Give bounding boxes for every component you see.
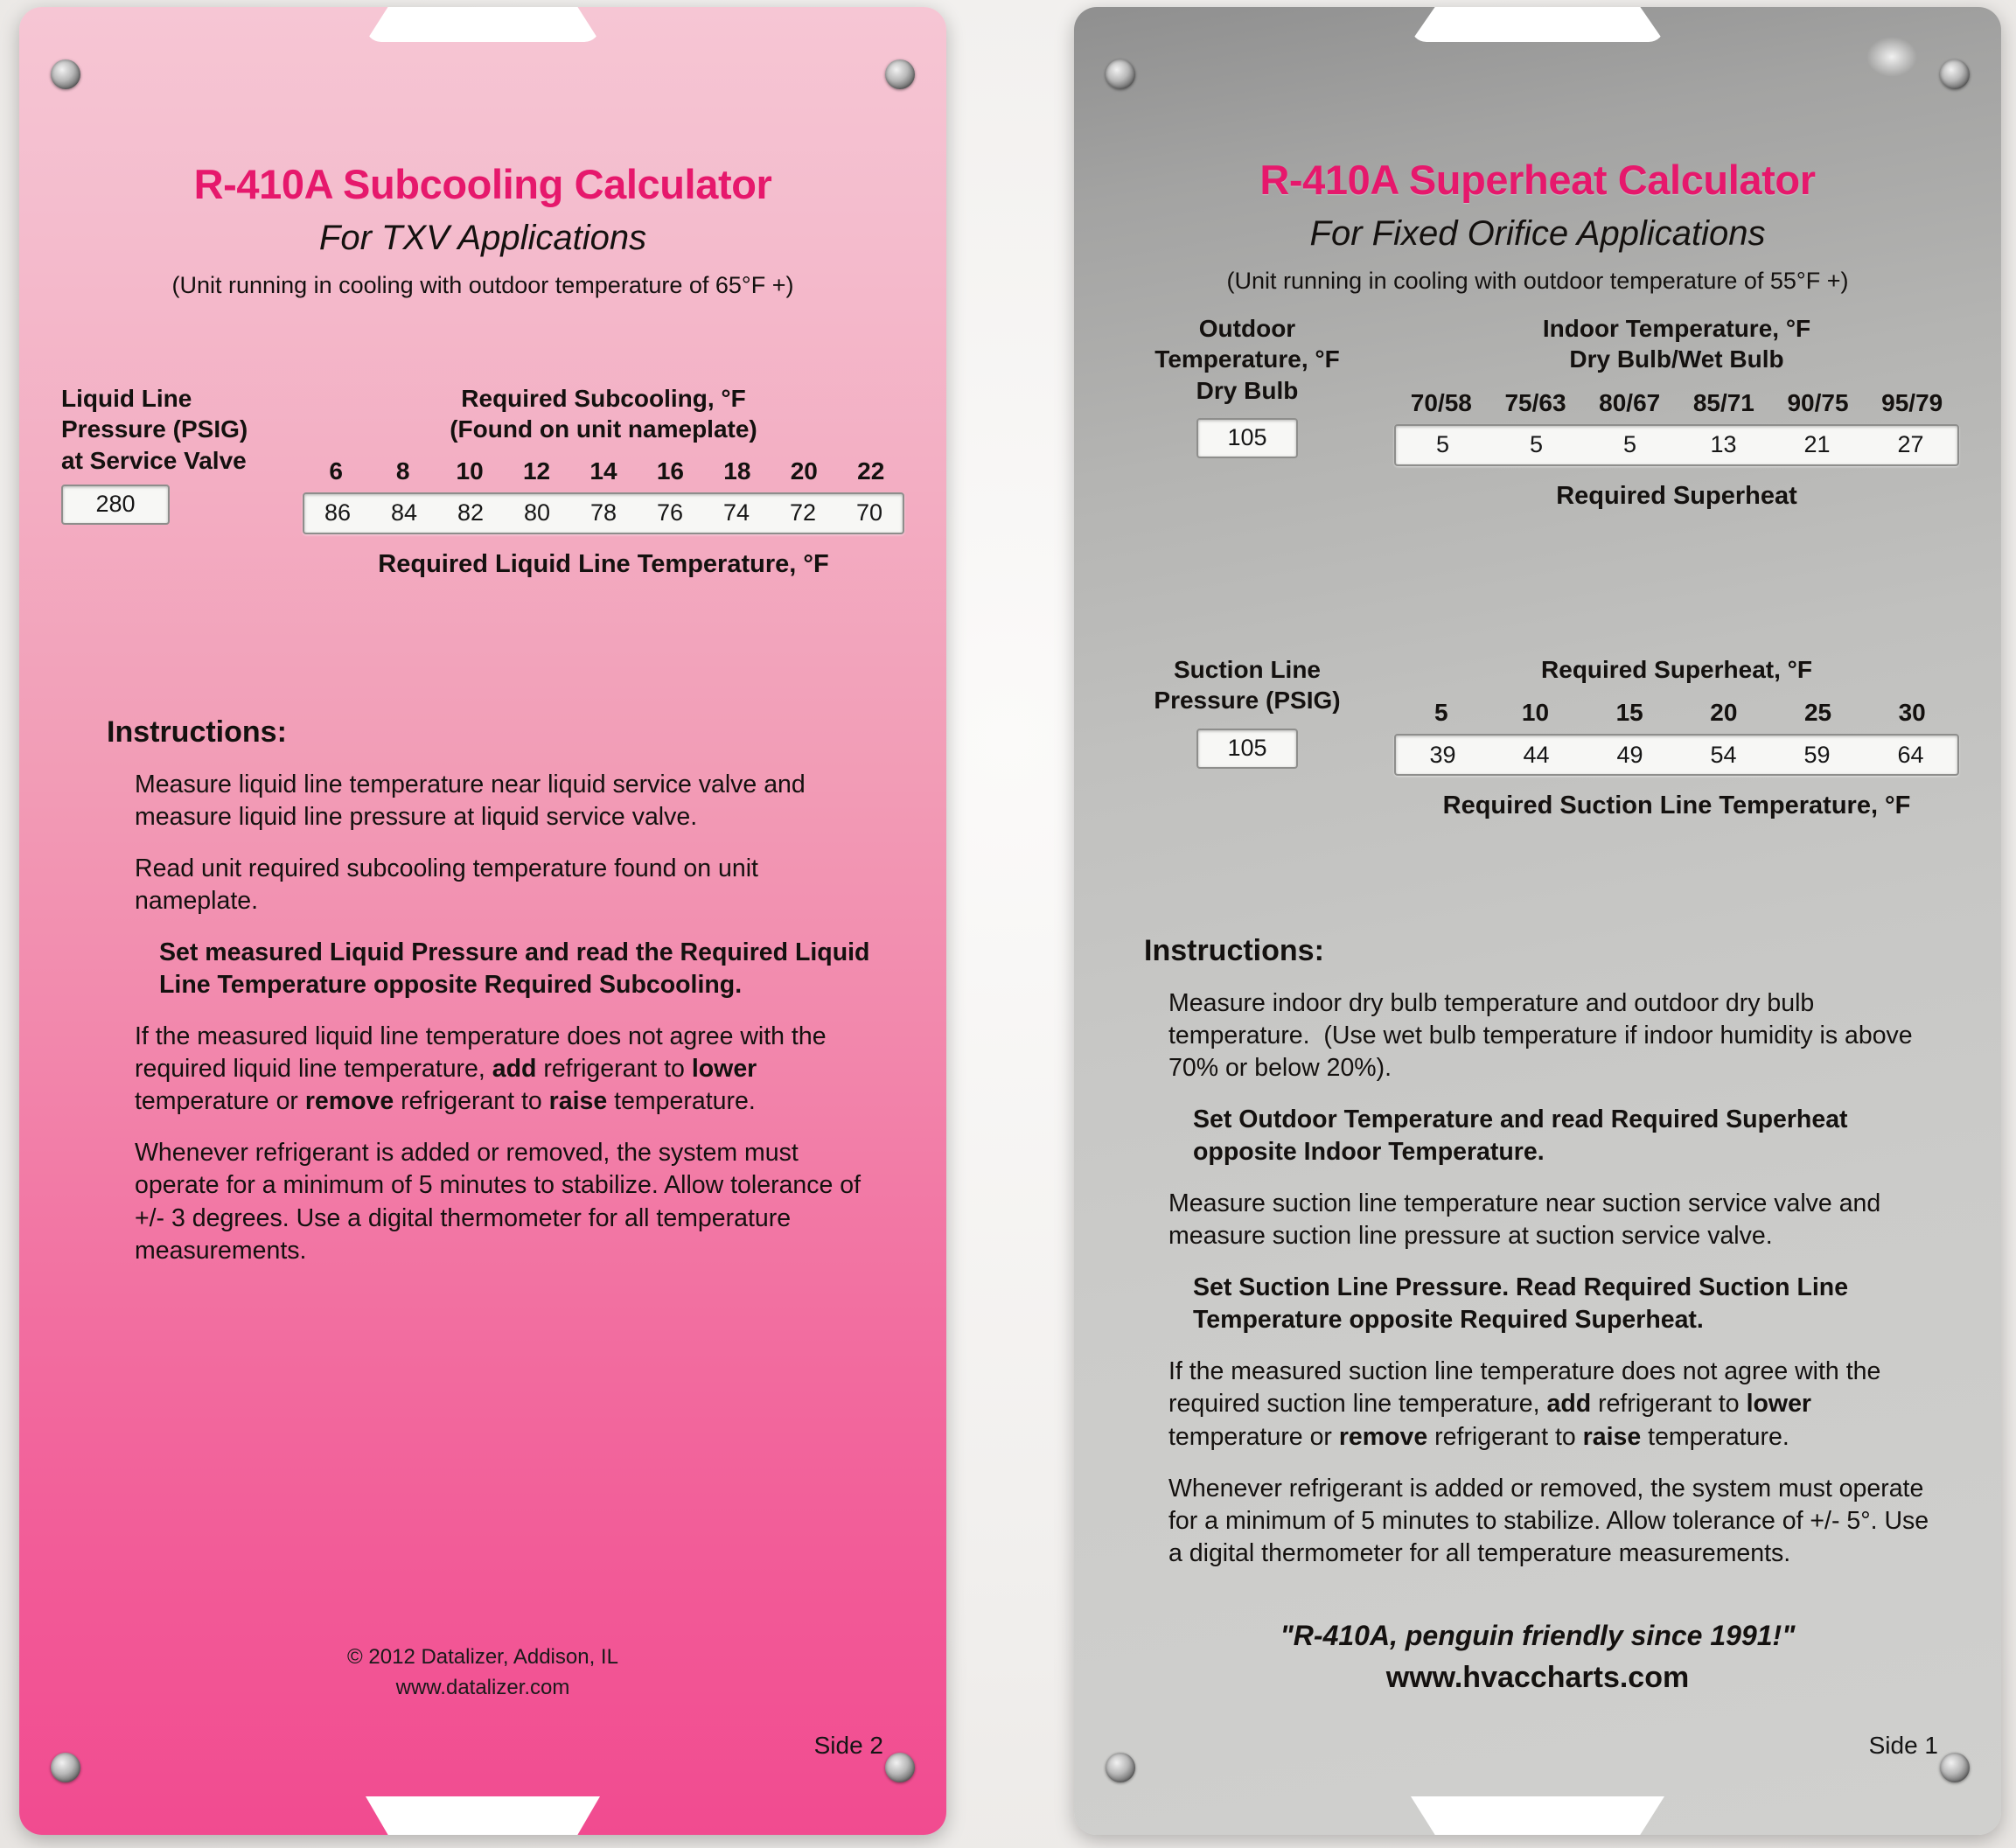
instruction-paragraph-emphasis: Set Outdoor Temperature and read Required Superheat opposite Indoor Temperature. xyxy=(1193,1105,1848,1167)
rivet-bottom-left xyxy=(51,1753,80,1782)
suction-line-label-2: Pressure (PSIG) xyxy=(1154,687,1341,715)
required-superheat-cell: 13 xyxy=(1710,431,1737,458)
rivet-top-left xyxy=(51,59,80,89)
subcooling-header-cell: 20 xyxy=(790,457,818,485)
instruction-paragraph-emphasis: Set Suction Line Pressure. Read Required Suction Line Temperature opposite Required Superheat. xyxy=(1193,1273,1849,1335)
superheat-header-cell: 15 xyxy=(1615,699,1643,727)
subcooling-header-cell: 22 xyxy=(857,457,885,485)
indoor-temp-label-2: Dry Bulb/Wet Bulb xyxy=(1569,345,1784,373)
liquid-line-pressure-label-1: Liquid Line xyxy=(61,385,192,412)
outdoor-temp-label-2: Temperature, °F xyxy=(1154,345,1340,373)
slider-notch-top xyxy=(366,7,600,42)
superheat-calculator-card[interactable] xyxy=(1074,7,2001,1835)
rivet-bottom-right xyxy=(1940,1753,1970,1782)
suction-line-temp-cell: 59 xyxy=(1803,741,1831,768)
side-label-2: Side 2 xyxy=(813,1732,883,1759)
liquid-line-pressure-label-2: Pressure (PSIG) xyxy=(61,415,248,443)
slider-notch-bottom xyxy=(366,1796,600,1835)
superheat-note: (Unit running in cooling with outdoor temperature of 55°F +) xyxy=(1226,268,1849,294)
instruction-paragraph: Measure suction line temperature near suction service valve and measure suction line pressure at suction service valve. xyxy=(1168,1189,1881,1251)
required-subcooling-label-2: (Found on unit nameplate) xyxy=(450,415,757,443)
glare-highlight xyxy=(1866,37,1917,77)
subcooling-header-cell: 16 xyxy=(656,457,684,485)
subcooling-header-cell: 6 xyxy=(329,457,343,485)
superheat-header-cell: 25 xyxy=(1803,699,1832,727)
superheat-subtitle: For Fixed Orifice Applications xyxy=(1309,214,1766,253)
liquid-line-temperature-caption: Required Liquid Line Temperature, °F xyxy=(378,549,829,578)
instruction-paragraph: Read unit required subcooling temperature found on unit nameplate. xyxy=(135,854,758,916)
subcooling-header-cell: 8 xyxy=(395,457,410,485)
suction-line-temp-cell: 64 xyxy=(1897,741,1924,768)
required-superheat-cell: 27 xyxy=(1897,431,1924,458)
liquid-line-temp-cell: 86 xyxy=(324,499,352,527)
liquid-line-temp-cell: 82 xyxy=(457,499,485,527)
liquid-line-temp-cell: 84 xyxy=(390,499,418,527)
instruction-paragraph: Whenever refrigerant is added or removed, the system must operate for a minimum of 5 minutes to stabilize. Allow tolerance of +/- 5°. Use a digital thermometer for all temperature measurements. xyxy=(1168,1474,1929,1567)
suction-line-pressure-value[interactable]: 105 xyxy=(1196,729,1298,769)
superheat-content xyxy=(1074,7,2001,1835)
indoor-temp-header-cell: 70/58 xyxy=(1410,388,1472,416)
superheat-header-cell: 5 xyxy=(1434,699,1448,727)
liquid-line-temp-cell: 72 xyxy=(789,499,817,527)
website-link[interactable]: www.hvaccharts.com xyxy=(1385,1661,1690,1694)
required-subcooling-label-1: Required Subcooling, °F xyxy=(461,385,746,412)
suction-line-label-1: Suction Line xyxy=(1174,656,1321,683)
required-superheat-cell: 5 xyxy=(1435,431,1450,458)
subcooling-header-cell: 10 xyxy=(456,457,484,485)
required-superheat-cell: 5 xyxy=(1529,431,1544,458)
indoor-temp-header-cell: 80/67 xyxy=(1599,388,1661,416)
superheat-header-cell: 10 xyxy=(1521,699,1550,727)
required-superheat-cell: 5 xyxy=(1622,431,1637,458)
subcooling-note: (Unit running in cooling with outdoor temperature of 65°F +) xyxy=(171,272,794,298)
tagline-text: "R-410A, penguin friendly since 1991!" xyxy=(1280,1620,1796,1651)
instruction-paragraph: Measure liquid line temperature near liquid service valve and measure liquid line pressure at liquid service valve. xyxy=(135,771,806,832)
outdoor-temperature-value[interactable]: 105 xyxy=(1196,418,1298,458)
instruction-paragraph: Whenever refrigerant is added or removed, the system must operate for a minimum of 5 minutes to stabilize. Allow tolerance of +/- 3 degrees. Use a digital thermometer for all temperature measurements. xyxy=(135,1139,862,1265)
rivet-top-left xyxy=(1106,59,1135,89)
subcooling-title: R-410A Subcooling Calculator xyxy=(193,161,772,207)
superheat-instructions-heading: Instructions: xyxy=(1144,934,1324,967)
copyright-text: © 2012 Datalizer, Addison, IL xyxy=(347,1645,618,1670)
rivet-top-right xyxy=(885,59,915,89)
side-label-1: Side 1 xyxy=(1868,1732,1938,1759)
liquid-line-temp-cell: 74 xyxy=(722,499,750,527)
subcooling-calculator-card[interactable] xyxy=(19,7,946,1835)
subcooling-header-cell: 18 xyxy=(723,457,751,485)
indoor-temp-header-cell: 95/79 xyxy=(1881,388,1943,416)
rivet-bottom-left xyxy=(1106,1753,1135,1782)
subcooling-content xyxy=(19,7,946,1835)
indoor-temp-header-cell: 90/75 xyxy=(1787,388,1849,416)
suction-line-temp-cell: 49 xyxy=(1616,741,1643,768)
subcooling-subtitle: For TXV Applications xyxy=(318,219,647,257)
indoor-temp-header-cell: 75/63 xyxy=(1504,388,1566,416)
subcooling-header-cell: 14 xyxy=(589,457,617,485)
slider-notch-top xyxy=(1411,7,1664,42)
instruction-paragraph-emphasis: Set measured Liquid Pressure and read the Required Liquid Line Temperature opposite Required Subcooling. xyxy=(159,938,870,1000)
rivet-bottom-right xyxy=(885,1753,915,1782)
instruction-paragraph: Measure indoor dry bulb temperature and outdoor dry bulb temperature. (Use wet bulb temperature if indoor humidity is above 70% or below 20%). xyxy=(1168,989,1913,1083)
rivet-top-right xyxy=(1940,59,1970,89)
liquid-line-temp-cell: 80 xyxy=(523,499,551,527)
liquid-line-pressure-label-3: at Service Valve xyxy=(61,446,247,474)
liquid-line-temp-cell: 78 xyxy=(589,499,617,527)
suction-line-temp-cell: 54 xyxy=(1710,741,1737,768)
liquid-line-temp-cell: 76 xyxy=(656,499,684,527)
required-superheat-cell: 21 xyxy=(1803,431,1831,458)
indoor-temp-label-1: Indoor Temperature, °F xyxy=(1542,315,1811,342)
liquid-line-temp-cell: 70 xyxy=(855,499,883,527)
instruction-paragraph: If the measured liquid line temperature does not agree with the required liquid line temperature, add refrigerant to lower temperature or remove refrigerant to raise temperature. xyxy=(135,1022,827,1116)
superheat-header-cell: 30 xyxy=(1898,699,1926,727)
liquid-line-pressure-value[interactable]: 280 xyxy=(61,485,170,525)
subcooling-instructions-heading: Instructions: xyxy=(107,715,287,749)
suction-line-temperature-caption: Required Suction Line Temperature, °F xyxy=(1442,792,1911,820)
suction-line-temp-cell: 39 xyxy=(1429,741,1456,768)
slider-notch-bottom xyxy=(1411,1796,1664,1835)
outdoor-temp-label-1: Outdoor xyxy=(1198,315,1296,342)
subcooling-header-cell: 12 xyxy=(522,457,551,485)
indoor-temp-header-cell: 85/71 xyxy=(1692,388,1754,416)
required-superheat-caption: Required Superheat xyxy=(1556,481,1797,510)
required-superheat-label: Required Superheat, °F xyxy=(1541,656,1812,683)
website-link[interactable]: www.datalizer.com xyxy=(395,1676,570,1700)
superheat-title: R-410A Superheat Calculator xyxy=(1259,157,1816,203)
outdoor-temp-label-3: Dry Bulb xyxy=(1196,376,1299,404)
instruction-paragraph: If the measured suction line temperature does not agree with the required suction line temperature, add refrigerant to lower temperature or remove refrigerant to raise temperature. xyxy=(1168,1357,1881,1451)
suction-line-temp-cell: 44 xyxy=(1523,741,1550,768)
superheat-header-cell: 20 xyxy=(1710,699,1738,727)
